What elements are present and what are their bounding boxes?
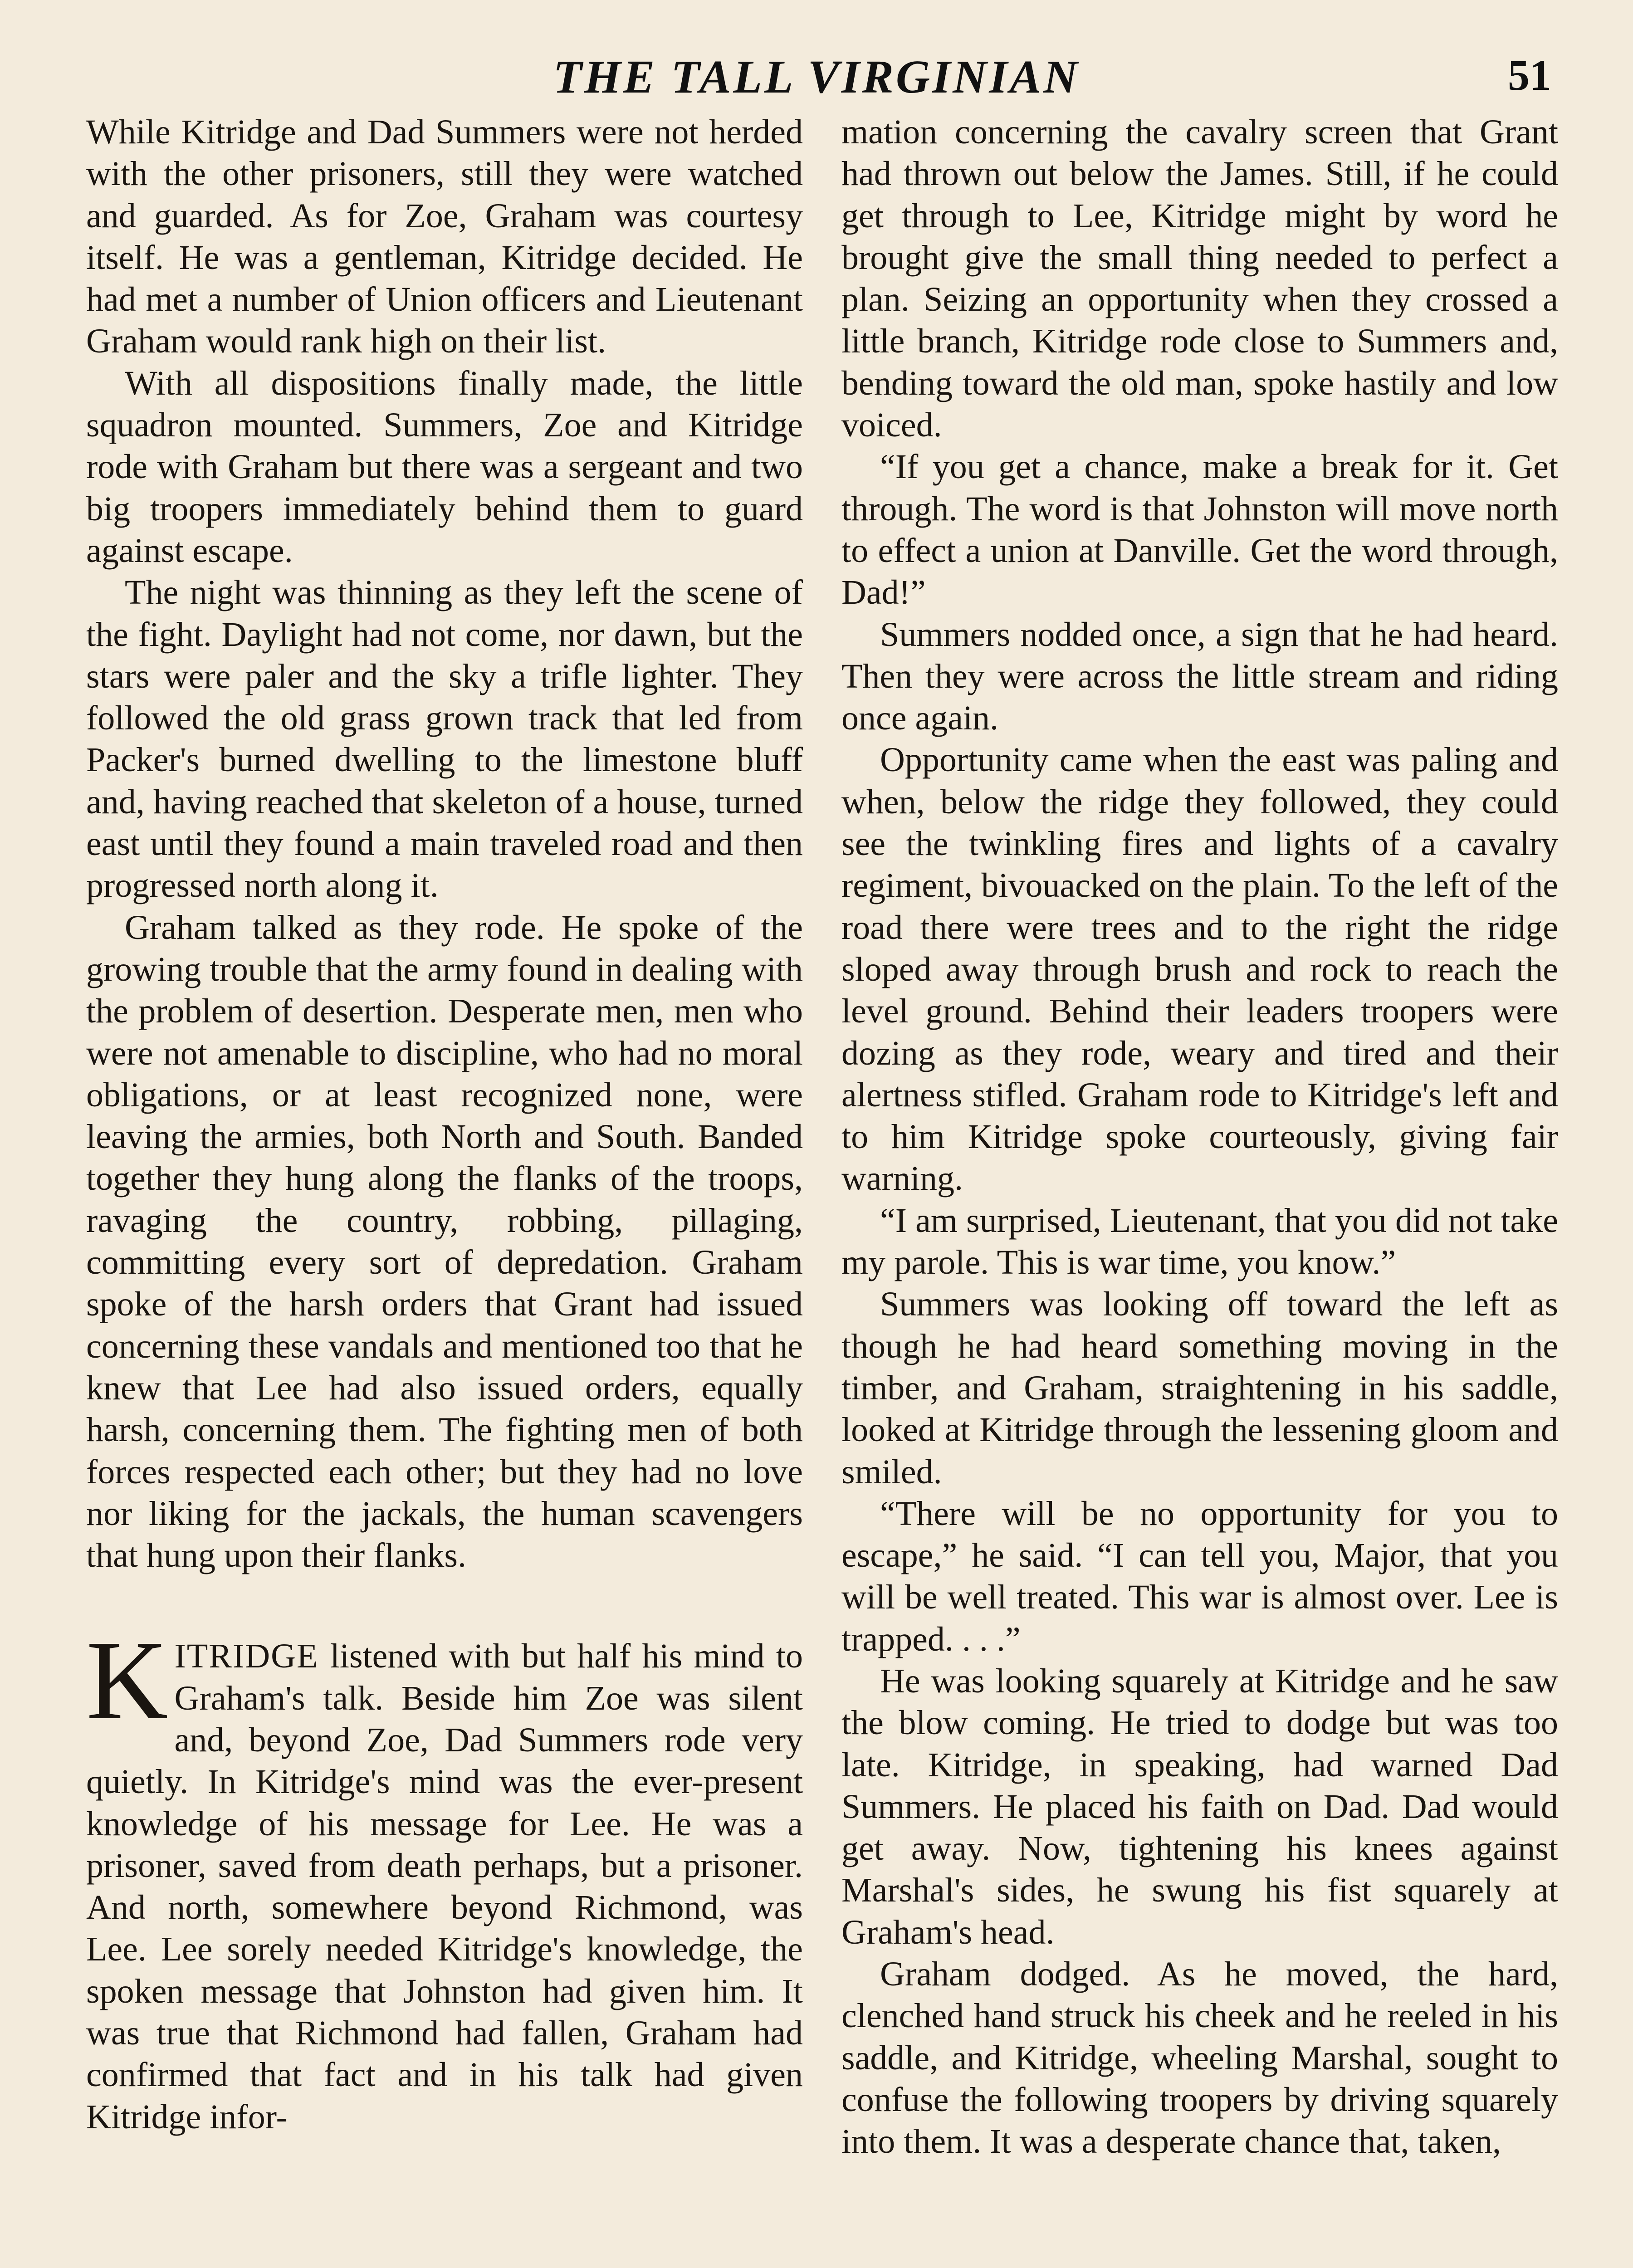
paragraph: While Kitridge and Dad Summers were not herded with the other prisoners, still they were watched and guarded. As for Zoe, Graham was courtesy itself. He was a gentleman, Kitridge decided. He had met a number of Union officers and Lieutenant Graham would rank high on their list. <box>86 113 803 361</box>
page-header <box>82 45 1551 113</box>
paragraph: Summers was looking off toward the left as though he had heard something moving in the timber, and Graham, straightening in his saddle, looked at Kitridge through the lessening gloom and smiled. <box>841 1285 1558 1491</box>
page-number: 51 <box>1508 51 1551 99</box>
paragraph: mation concerning the cavalry screen that Grant had thrown out below the James. Still, if he could get through to Lee, Kitridge might by word he brought give the small thing needed to perfect a plan. Seizing an opportunity when they crossed a little branch, Kitridge rode close to Summers and, bending toward the old man, spoke hastily and low voiced. <box>841 113 1558 445</box>
right-column <box>841 111 1558 2163</box>
section-lead-word: ITRIDGE <box>174 1637 319 1676</box>
drop-cap: K <box>86 1618 168 1744</box>
running-title: THE TALL VIRGINIAN <box>553 51 1080 103</box>
paragraph: With all dispositions finally made, the little squadron mounted. Summers, Zoe and Kitridge rode with Graham but there was a sergeant and two big troopers immediately behind them to guard against escape. <box>86 364 803 570</box>
paragraph: “I am surprised, Lieutenant, that you did not take my parole. This is war time, you know.” <box>841 1201 1558 1282</box>
paragraph: Graham talked as they rode. He spoke of the growing trouble that the army found in dealing with the problem of desertion. Desperate men, men who were not amenable to discipline, who had no moral obligations, or at least recognized none, were leaving the armies, both North and South. Banded together they hung along the flanks of the troops, ravaging the country, robbing, pillaging, committing every sort of depredation. Graham spoke of the harsh orders that Grant had issued concerning these vandals and mentioned too that he knew that Lee had also issued orders, equally harsh, concerning them. The fighting men of both forces respected each other; but they had no love nor liking for the jackals, the human scavengers that hung upon their flanks. <box>86 908 803 1575</box>
left-column <box>86 111 803 2138</box>
paragraph: Graham dodged. As he moved, the hard, clenched hand struck his cheek and he reeled in his saddle, and Kitridge, wheeling Marshal, sought to confuse the following troopers by driving squarely into them. It was a desperate chance that, taken, <box>841 1955 1558 2161</box>
paragraph: “If you get a chance, make a break for it. Get through. The word is that Johnston will move north to effect a union at Danville. Get the word through, Dad!” <box>841 448 1558 612</box>
section-text: listened with but half his mind to Graham's talk. Beside him Zoe was silent and, beyond Zoe, Dad Summers rode very quietly. In Kitridge's mind was the ever-present knowledge of his message for Lee. He was a prisoner, saved from death perhaps, but a prisoner. And north, somewhere beyond Richmond, was Lee. Lee sorely needed Kitridge's knowledge, the spoken message that Johnston had given him. It was true that Richmond had fallen, Graham had confirmed that fact and in his talk had given Kitridge infor- <box>86 1637 803 2136</box>
paragraph: “There will be no opportunity for you to escape,” he said. “I can tell you, Major, that you will be well treated. This war is almost over. Lee is trapped. . . .” <box>841 1494 1558 1658</box>
paragraph: Summers nodded once, a sign that he had heard. Then they were across the little stream and riding once again. <box>841 615 1558 738</box>
paragraph: The night was thinning as they left the scene of the fight. Daylight had not come, nor dawn, but the stars were paler and the sky a trifle lighter. They followed the old grass grown track that led from Packer's burned dwelling to the limestone bluff and, having reached that skeleton of a house, turned east until they found a main traveled road and then progressed north along it. <box>86 573 803 905</box>
section-paragraph <box>86 1618 803 2138</box>
paragraph: Opportunity came when the east was paling and when, below the ridge they followed, they could see the twinkling fires and lights of a cavalry regiment, bivouacked on the plain. To the left of the road there were trees and to the right the ridge sloped away through brush and rock to reach the level ground. Behind their leaders troopers were dozing as they rode, weary and tired and their alertness stifled. Graham rode to Kitridge's left and to him Kitridge spoke courteously, giving fair warning. <box>841 741 1558 1198</box>
paragraph: He was looking squarely at Kitridge and he saw the blow coming. He tried to dodge but was too late. Kitridge, in speaking, had warned Dad Summers. He placed his faith on Dad. Dad would get away. Now, tightening his knees against Marshal's sides, he swung his fist squarely at Graham's head. <box>841 1662 1558 1951</box>
